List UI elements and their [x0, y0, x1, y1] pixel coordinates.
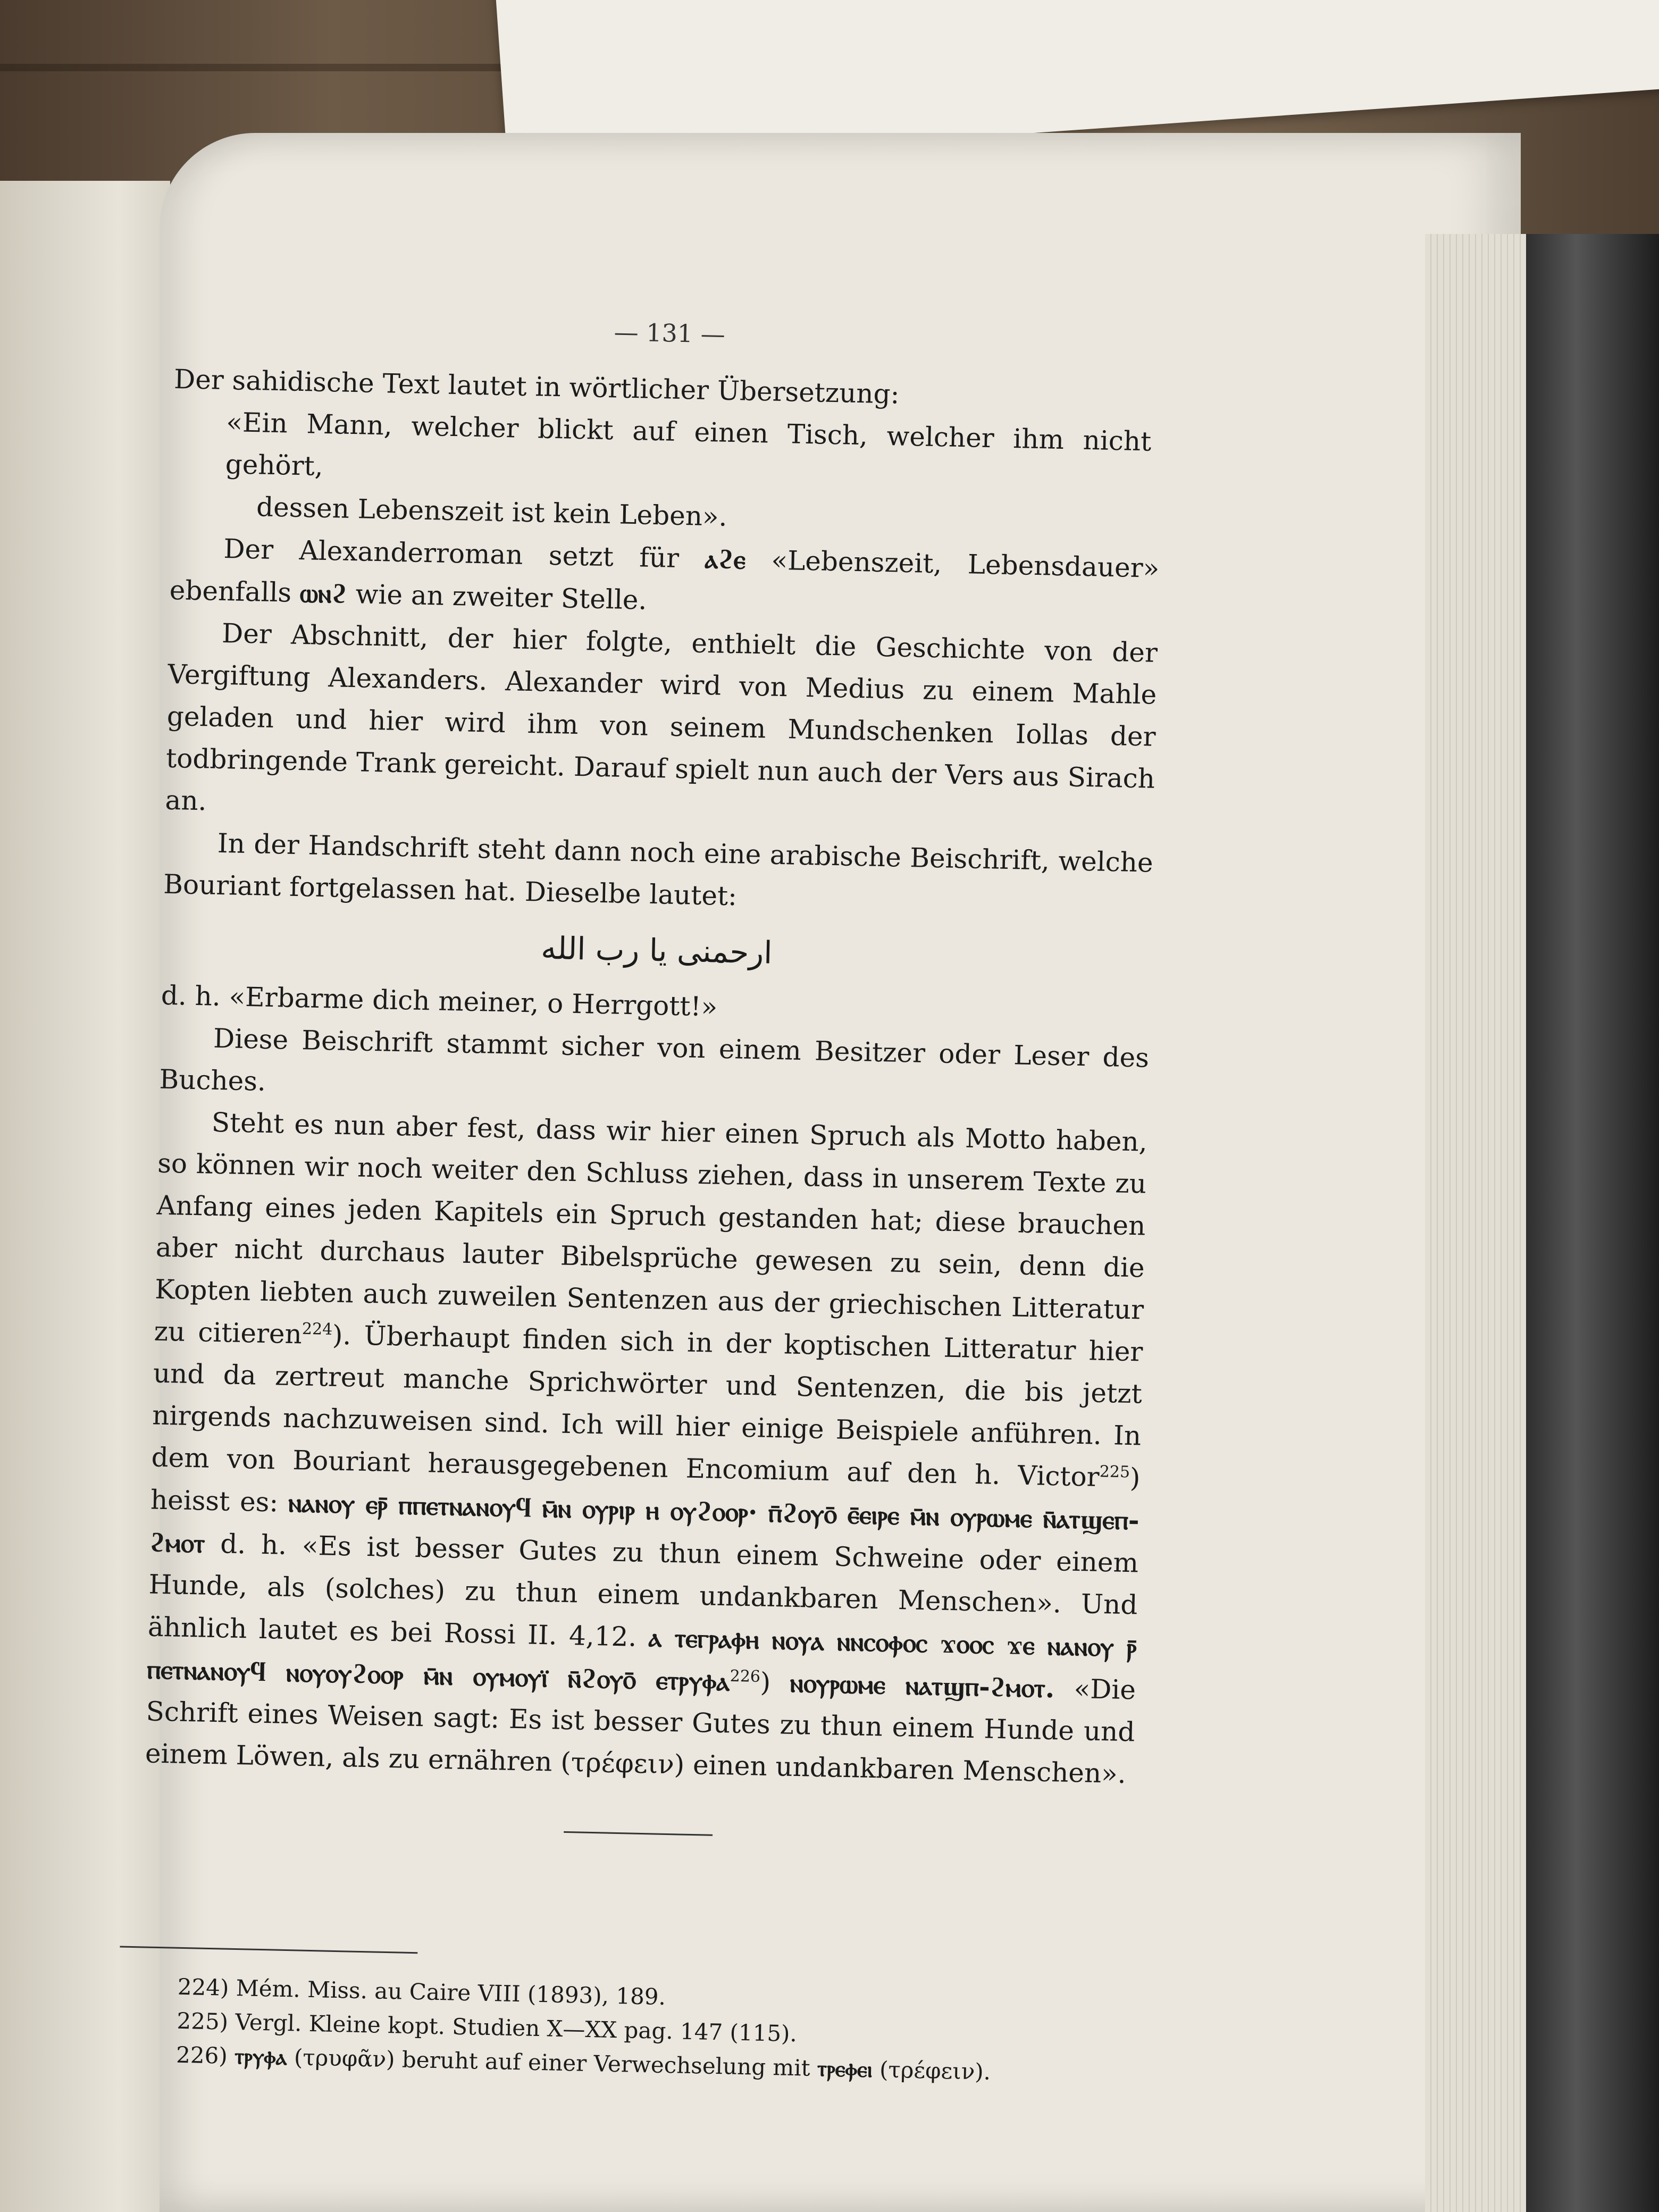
fn226-text-b: (τρυφᾶν) beruht auf einer Verwechselung mit	[294, 2044, 811, 2081]
footnote-ref-225[interactable]: 225	[1099, 1462, 1130, 1482]
paragraph-3: Der Abschnitt, der hier folgte, enthielt die Geschichte von der Vergiftung Alexanders. Alexander wird von Medius zu einem Mahle geladen und hier wird ihm von seinem Mundschenken Iollas der todbringende Trank gereicht. Darauf spielt nun auch der Vers aus Sirach an.	[165, 617, 1158, 817]
page-number: — 131 —	[614, 317, 726, 349]
quote-line-1: «Ein Mann, welcher blickt auf einen Tisch, welcher ihm nicht gehört,	[225, 407, 1152, 482]
p7-text-f: «Die Schrift eines Weisen sagt: Es ist besser Gutes zu thun einem Hunde und einem Löwen, als zu ernähren (τρέφειν) einen undankbaren Menschen».	[145, 1673, 1136, 1790]
paragraph-7	[145, 1101, 1147, 1796]
p2-coptic-2: ⲱⲛϩ	[299, 577, 348, 609]
section-divider	[564, 1831, 713, 1836]
page-content	[139, 308, 1164, 2092]
paragraph-5: d. h. «Erbarme dich meiner, o Herrgott!»	[161, 979, 718, 1023]
quote-line-2: dessen Lebenszeit ist kein Leben».	[256, 491, 728, 532]
p7-text-b: ). Überhaupt finden sich in der koptischen Litteratur hier und da zertreut manche Sprichwörter und Sentenzen, die bis jetzt nirgends nachzuweisen sind. Ich will hier einige Beispiele anführen. In dem von Bouriant herausgegebenen Encomium auf den h. Victor	[151, 1319, 1143, 1493]
p2-text-b: «Lebenszeit, Lebensdauer» ebenfalls	[169, 544, 1160, 608]
paragraph-6: Diese Beischrift stammt sicher von einem Besitzer oder Leser des Buches.	[159, 1023, 1150, 1097]
p7-coptic-2: ⲁ ⲧⲉⲅⲣⲁⲫⲏ ⲛⲟⲩⲁ ⲛⲛⲥⲟⲫⲟⲥ ϫⲟⲟⲥ ϫⲉ ⲛⲁⲛⲟⲩ ⲣ̄ ⲡⲉⲧⲛⲁⲛⲟⲩϥ ⲛⲟⲩⲟⲩϩⲟⲟⲣ ⲙ̄ⲛ ⲟⲩⲙⲟⲩⲓ̈ ⲛ̄ϩⲟⲩⲟ̄ ⲉⲧⲣⲩⲫⲁ	[146, 1621, 1137, 1697]
book-cover-edge	[1521, 234, 1659, 2212]
p7-coptic-3: ⲛⲟⲩⲣⲱⲙⲉ ⲛⲁⲧϣⲡ-ϩⲙⲟⲧ.	[790, 1666, 1055, 1704]
paragraph-4: In der Handschrift steht dann noch eine arabische Beischrift, welche Bouriant fortgelassen hat. Dieselbe lautet:	[163, 827, 1154, 912]
fn226-coptic-2: ⲧⲣⲉⲫⲉⲓ	[817, 2055, 873, 2083]
p2-text-a: Der Alexanderroman setzt für	[223, 533, 680, 574]
footnote-225: 225) Vergl. Kleine kopt. Studien X—XX pag. 147 (115).	[177, 2007, 798, 2047]
fn226-coptic-1: ⲧⲣⲩⲫⲁ	[234, 2043, 288, 2071]
arabic-inscription: ارحمنى يا رب الله	[540, 929, 773, 971]
footnote-ref-224[interactable]: 224	[301, 1319, 333, 1339]
p2-text-c: wie an zweiter Stelle.	[355, 579, 647, 616]
p7-text-e: )	[760, 1666, 771, 1698]
footnote-separator	[120, 1946, 417, 1954]
p7-text-c: ) heisst es:	[150, 1462, 1141, 1518]
p7-coptic-1: ⲛⲁⲛⲟⲩ ⲉⲣ̄ ⲡⲡⲉⲧⲛⲁⲛⲟⲩϥ ⲙ̄ⲛ ⲟⲩⲣⲓⲣ ⲏ ⲟⲩϩⲟⲟⲣ· ⲡ̄ϩⲟⲩⲟ̄ ⲉ̄ⲉⲓⲣⲉ ⲙ̄ⲛ ⲟⲩⲣⲱⲙⲉ ⲛ̄ⲁⲧϣⲉⲡ-ϩⲙⲟⲧ	[149, 1486, 1140, 1559]
page-stack-edges	[1425, 234, 1526, 2212]
p7-text-a: Steht es nun aber fest, dass wir hier einen Spruch als Motto haben, so können wir noch weiter den Schluss ziehen, dass in unserem Texte zu Anfang eines jeden Kapitels ein Spruch gestanden hat; diese brauchen aber nicht durchaus lauter Bibelsprüche gewesen zu sein, denn die Kopten liebten auch zuweilen Sentenzen aus der griechischen Litteratur zu citieren	[154, 1107, 1148, 1350]
footnote-ref-226[interactable]: 226	[730, 1666, 761, 1686]
footnote-224: 224) Mém. Miss. au Caire VIII (1893), 189.	[177, 1973, 666, 2010]
p2-coptic-1: ⲁϩⲉ	[704, 542, 746, 575]
footnotes	[139, 1969, 1130, 2092]
paragraph-1: Der sahidische Text lautet in wörtlicher Übersetzung:	[173, 363, 900, 410]
p7-text-d: d. h. «Es ist besser Gutes zu thun einem Schweine oder einem Hunde, als (solches) zu thun einem undankbaren Menschen». Und ähnlich lautet es bei Rossi II. 4,12.	[147, 1528, 1139, 1653]
fn226-text-c: (τρέφειν).	[879, 2056, 991, 2085]
fn226-number: 226)	[175, 2041, 228, 2069]
